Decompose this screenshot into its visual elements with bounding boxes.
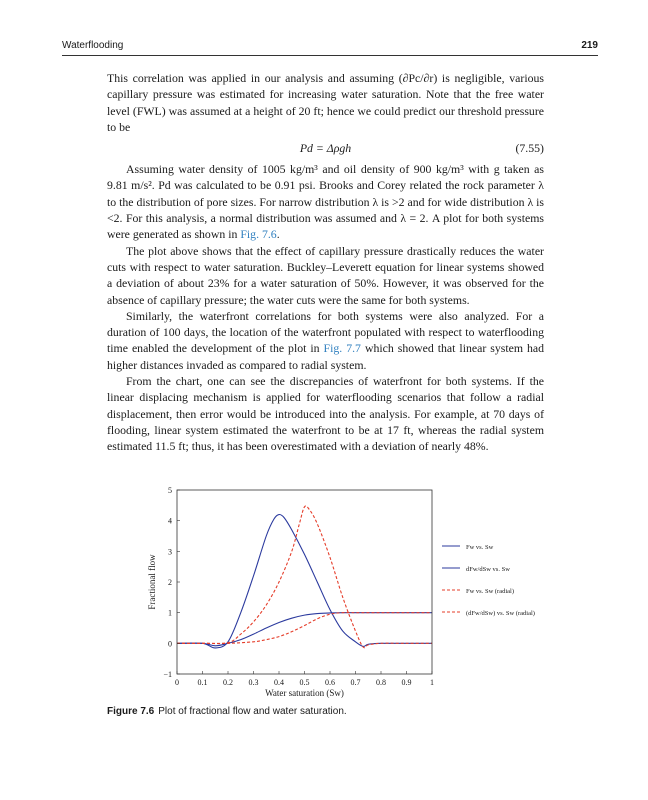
- x-tick-label: 0: [175, 678, 179, 687]
- x-tick-label: 0.6: [325, 678, 335, 687]
- paragraph-1: This correlation was applied in our analysis and assuming (∂Pc/∂r) is negligible, various capillary pressure was estimated for increasing water saturation. Note that the free water level (FWL) was assumed at a height of 20 ft; hence we could predict our threshold pressure to be: [107, 71, 544, 134]
- y-tick-label: 2: [168, 578, 172, 587]
- x-tick-label: 0.5: [299, 678, 310, 687]
- equation-number: (7.55): [515, 141, 544, 156]
- x-tick-label: 1: [430, 678, 434, 687]
- x-axis-label: Water saturation (Sw): [265, 688, 344, 698]
- y-tick-label: 1: [168, 608, 172, 618]
- running-head: [62, 40, 598, 54]
- legend-label-dfw-dsw-vs-sw-radial: (dFw/dSw) vs. Sw (radial): [466, 610, 535, 617]
- figure-caption-text: Plot of fractional flow and water saturation.: [158, 706, 347, 717]
- figure-7-7-link[interactable]: Fig. 7.7: [323, 341, 361, 356]
- legend-label-fw-vs-sw-radial: Fw vs. Sw (radial): [466, 588, 515, 595]
- page-number: 219: [581, 40, 598, 51]
- series-line-dfw-dsw-vs-sw-radial: [177, 506, 432, 648]
- y-tick-label: 5: [168, 486, 172, 495]
- y-tick-label: 4: [168, 516, 172, 526]
- paragraph-2-text: Assuming water density of 1005 kg/m³ and oil density of 900 kg/m³ with g taken as 9.81 m/s². Pd was calculated to be 0.91 psi. Brooks and Corey related the rock parameter λ to the distribution of pore sizes. For narrow distribution λ is >2 and for wide distribution λ is <2. For this analysis, a normal distribution was assumed and λ = 2. A plot for both systems were generated as shown in: [107, 162, 544, 242]
- equation-expression: Pd = Δρgh: [299, 141, 352, 156]
- series-line-fw-vs-sw: [177, 613, 432, 646]
- paragraph-5: From the chart, one can see the discrepancies of waterfront for both systems. If the linear displacing mechanism is applied for waterflooding scenarios that follow a radial displacement, then error would be introduced into the analysis. For example, at 70 days of flooding, linear system estimated the waterfront to be at 17 ft, whereas the radial system estimated 11.5 ft; thus, it has been overestimated with a deviation of nearly 48%.: [107, 374, 544, 454]
- x-tick-label: 0.9: [401, 678, 412, 687]
- x-tick-label: 0.3: [248, 678, 259, 687]
- legend-label-dfw-dsw-vs-sw: dFw/dSw vs. Sw: [466, 566, 510, 573]
- paragraph-3: The plot above shows that the effect of capillary pressure drastically reduces the water cuts with respect to water saturation. Buckley–Leverett equation for linear systems showed a deviation of about 23% for a water saturation of 50%. However, it was observed for the absence of capillary pressure; the water cuts were the same for both systems.: [107, 243, 544, 307]
- figure-7-6-link[interactable]: Fig. 7.6: [240, 227, 277, 242]
- x-tick-label: 0.8: [376, 678, 386, 687]
- x-tick-label: 0.7: [350, 678, 361, 687]
- legend-label-fw-vs-sw: Fw vs. Sw: [466, 544, 494, 551]
- y-tick-label: −1: [163, 670, 172, 679]
- series-line-dfw-dsw-vs-sw: [177, 514, 432, 647]
- plot-frame: [177, 490, 432, 674]
- paragraph-4-text-b: which showed that linear system had higher distances invaded as compared to radial system.: [107, 341, 545, 372]
- running-title: Waterflooding: [62, 40, 124, 51]
- paragraph-4: [107, 308, 544, 373]
- figure-caption: [107, 706, 347, 717]
- y-tick-label: 0: [168, 639, 172, 649]
- x-tick-label: 0.2: [223, 678, 233, 687]
- x-tick-label: 0.1: [197, 678, 208, 687]
- y-axis-label: Fractional flow: [147, 554, 157, 610]
- header-rule: [62, 55, 598, 56]
- y-tick-label: 3: [168, 547, 172, 557]
- body-text: [107, 70, 544, 455]
- paragraph-4-text-a: Similarly, the waterfront correlations for both systems were also analyzed. For a duration of 100 days, the location of the waterfront populated with respect to waterflooding time enabled the development of the plot in: [107, 308, 544, 356]
- x-tick-label: 0.4: [274, 678, 284, 687]
- equation-7-55: [107, 137, 544, 159]
- figure-label: Figure 7.6: [107, 706, 155, 717]
- paragraph-2: Assuming water density of 1005 kg/m³ and oil density of 900 kg/m³ with g taken as 9.81 m/s². Pd was calculated to be 0.91 psi. Brooks and Corey related the rock parameter λ to the distribution of pore sizes. For narrow distribution λ is >2 and for wide distribution λ is <2. For this analysis, a normal distribution was assumed and λ = 2. A plot for both systems were generated as shown in Fig. 7.6.: [107, 162, 544, 242]
- series-line-fw-vs-sw-radial: [177, 613, 432, 644]
